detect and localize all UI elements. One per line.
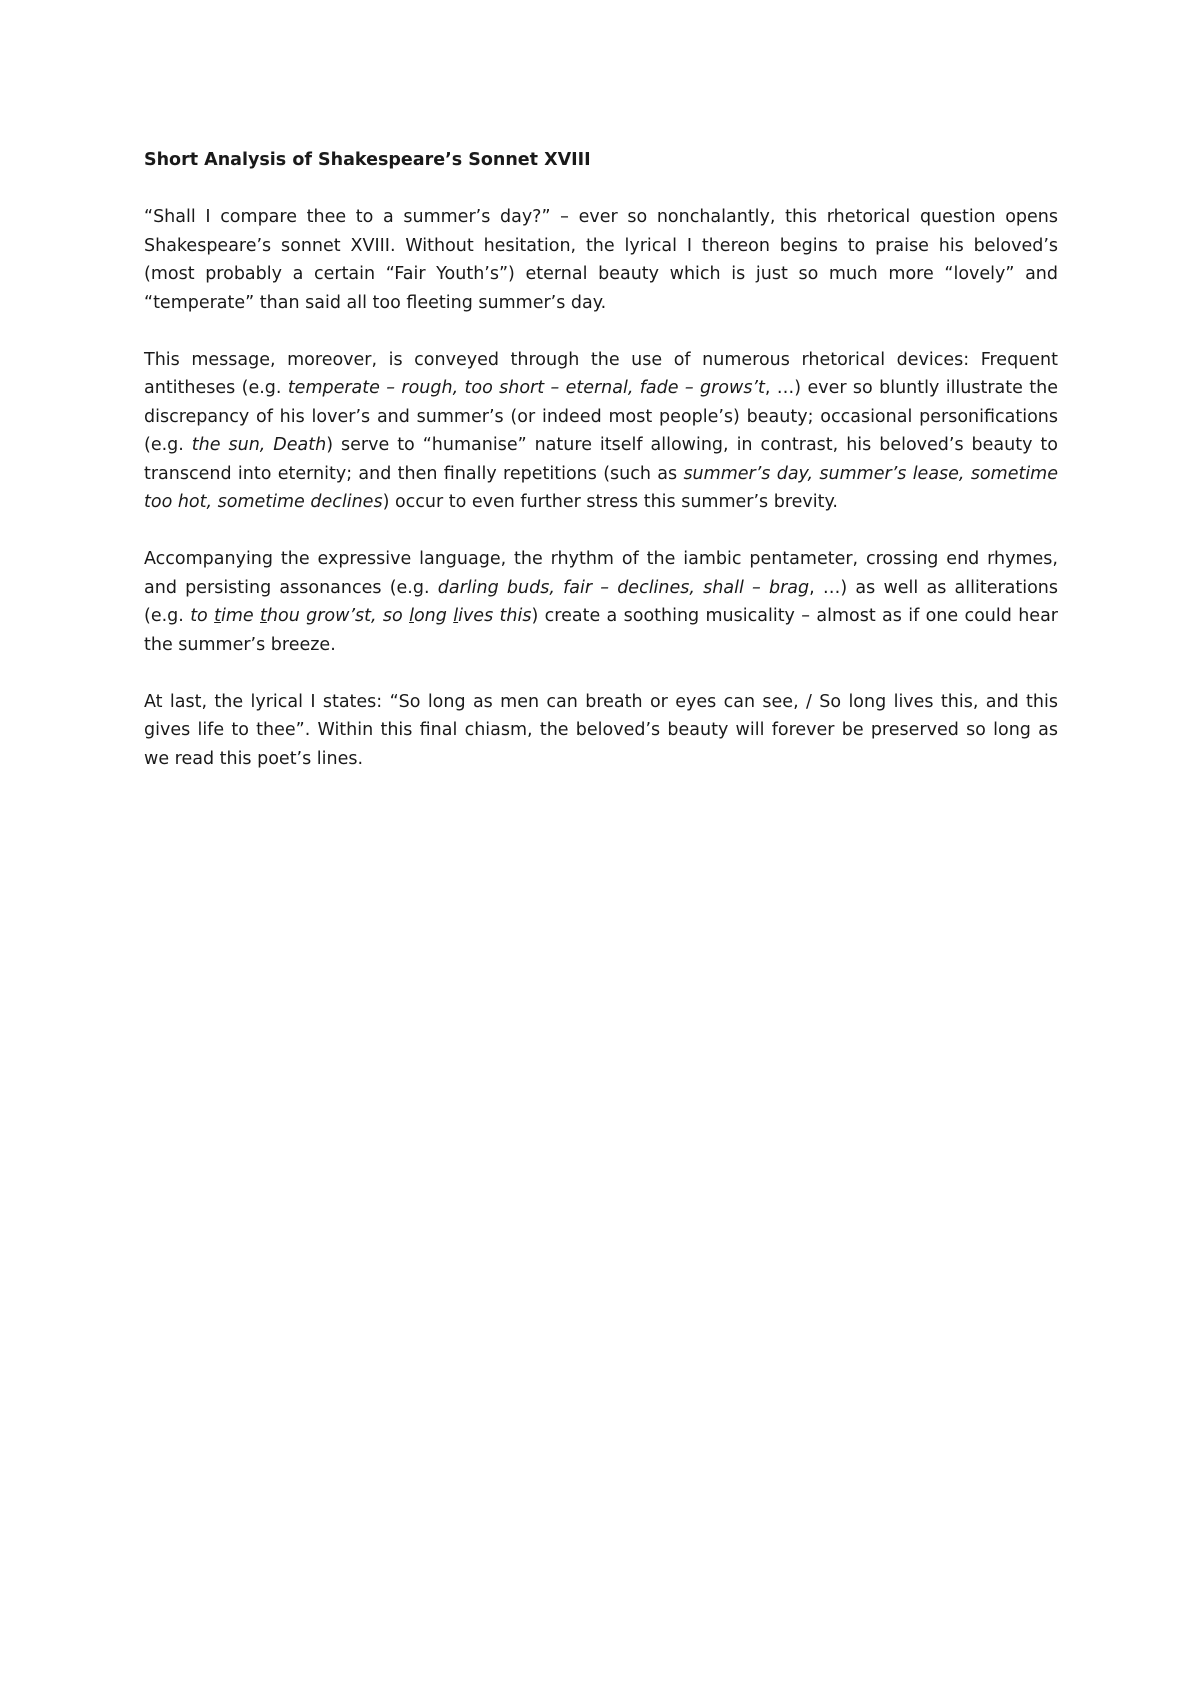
italic-run: darling buds, fair – declines, shall – brag xyxy=(437,577,810,598)
underlined-letter: t xyxy=(260,606,267,626)
text-run: ) create a soothing musicality – almost as if one could hear the summer’s breeze. xyxy=(144,606,1058,655)
paragraph-conclusion-text: At last, the lyrical I states: “So long as men can breath or eyes can see, / So long lives this, and this gives life to thee”. Within this final chiasm, the beloved’s beauty will forever be preserved so long as we read this poet’s lines. xyxy=(144,691,1058,769)
document-body xyxy=(144,146,1058,773)
text-run: This message, moreover, is conveyed through the use of numerous rhetorical devices: Frequent antitheses (e.g. xyxy=(144,349,1058,398)
paragraph-rhetorical-devices xyxy=(144,346,1058,517)
text-run: , …) as well as alliterations (e.g. xyxy=(144,577,1059,626)
italic-run: temperate – rough, too short – eternal, fade – grows’t xyxy=(287,378,765,398)
paragraph-conclusion xyxy=(144,688,1058,774)
italic-run xyxy=(190,606,531,626)
italic-segment: hou grow’st, so xyxy=(266,606,410,626)
underlined-letter: t xyxy=(214,606,221,626)
text-run: ) serve to “humanise” nature itself allowing, in contrast, his beloved’s beauty to transcend into eternity; and then finally repetitions (such as xyxy=(144,435,1058,484)
text-run: Accompanying the expressive language, the rhythm of the iambic pentameter, crossing end rhymes, and persisting assonances (e.g. xyxy=(144,549,1058,598)
paragraph-intro xyxy=(144,203,1058,317)
italic-segment: to xyxy=(190,606,215,626)
italic-run: summer’s day, summer’s lease, sometime too hot, sometime declines xyxy=(144,463,1058,512)
paragraph-intro-text: “Shall I compare thee to a summer’s day?” – ever so nonchalantly, this rhetorical question opens Shakespeare’s sonnet XVIII. Without hesitation, the lyrical I thereon begins to praise his beloved’s (most probably a certain “Fair Youth’s”) eternal beauty which is just so much more “lovely” and “temperate” than said all too fleeting summer’s day. xyxy=(144,207,1058,313)
italic-run: the sun, Death xyxy=(191,435,327,455)
italic-segment: ong xyxy=(413,606,454,626)
underlined-letter: l xyxy=(409,606,414,626)
italic-segment: ime xyxy=(220,606,261,626)
paragraph-musicality xyxy=(144,545,1058,659)
italic-segment: ives this xyxy=(458,606,532,626)
text-run: ) occur to even further stress this summer’s brevity. xyxy=(382,492,838,512)
document-title: Short Analysis of Shakespeare’s Sonnet XVIII xyxy=(144,150,591,170)
text-run: , …) ever so bluntly illustrate the discrepancy of his lover’s and summer’s (or indeed most people’s) beauty; occasional personifications (e.g. xyxy=(144,378,1058,455)
underlined-letter: l xyxy=(453,606,459,626)
